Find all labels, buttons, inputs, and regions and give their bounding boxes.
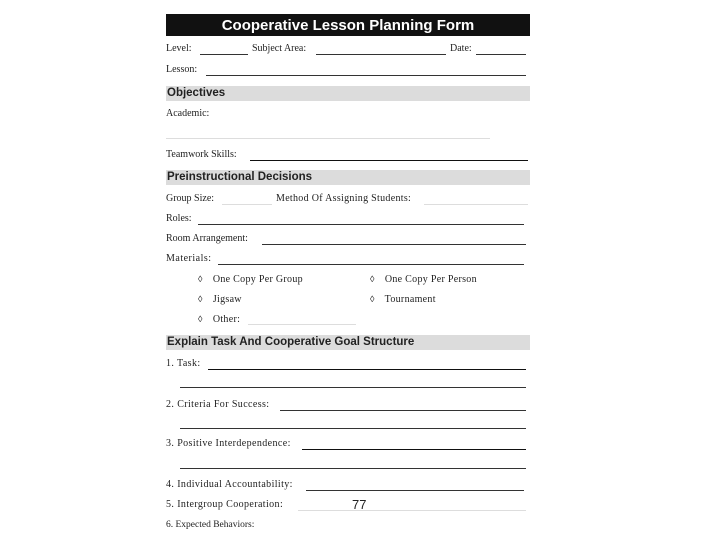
academic-field[interactable]: [166, 138, 490, 139]
roles-label: Roles:: [166, 213, 192, 224]
option-tournament[interactable]: [370, 292, 436, 307]
criteria-field[interactable]: [280, 410, 526, 411]
group-size-label: Group Size:: [166, 193, 215, 204]
explain-section-header: [166, 335, 530, 350]
group-size-row: [166, 192, 530, 206]
form-title: Cooperative Lesson Planning Form: [166, 14, 530, 36]
diamond-bullet-icon: ◊: [198, 274, 203, 284]
materials-row: [166, 252, 530, 266]
lesson-field[interactable]: [206, 75, 526, 76]
option-other[interactable]: [198, 312, 240, 327]
roles-row: [166, 212, 530, 226]
diamond-bullet-icon: ◊: [198, 294, 203, 304]
preinstructional-section-header: [166, 170, 530, 185]
criteria-field-2[interactable]: [180, 428, 526, 429]
interdependence-field[interactable]: [302, 449, 526, 450]
intergroup-label: 5. Intergroup Cooperation:: [166, 499, 284, 510]
date-field[interactable]: [476, 54, 526, 55]
materials-field[interactable]: [218, 264, 524, 265]
level-field[interactable]: [200, 54, 248, 55]
task-row: [166, 357, 530, 371]
option-label: Other:: [212, 314, 241, 325]
interdependence-label: 3. Positive Interdependence:: [166, 438, 291, 449]
task-field[interactable]: [208, 369, 526, 370]
explain-heading: Explain Task And Cooperative Goal Structure: [167, 336, 415, 348]
subject-area-field[interactable]: [316, 54, 446, 55]
room-arrangement-field[interactable]: [262, 244, 526, 245]
accountability-label: 4. Individual Accountability:: [166, 479, 293, 490]
subject-area-label: Subject Area:: [252, 43, 307, 54]
option-label: One Copy Per Group: [212, 274, 303, 285]
accountability-field[interactable]: [306, 490, 524, 491]
header-row: [166, 42, 530, 56]
objectives-heading: Objectives: [167, 87, 226, 99]
intergroup-row: [166, 498, 530, 512]
teamwork-skills-field[interactable]: [250, 160, 528, 161]
option-label: One Copy Per Person: [384, 274, 477, 285]
task-label: 1. Task:: [166, 358, 201, 369]
room-arrangement-row: [166, 232, 530, 246]
page-number: 77: [352, 497, 367, 512]
behaviors-label: 6. Expected Behaviors:: [166, 520, 255, 530]
option-other-field[interactable]: [248, 324, 356, 325]
option-jigsaw[interactable]: [198, 292, 242, 307]
objectives-section-header: [166, 86, 530, 101]
lesson-label: Lesson:: [166, 64, 198, 75]
diamond-bullet-icon: ◊: [370, 294, 375, 304]
intergroup-field[interactable]: [298, 510, 526, 511]
academic-row: [166, 107, 530, 121]
option-label: Jigsaw: [212, 294, 242, 305]
materials-label: Materials:: [166, 253, 212, 264]
teamwork-row: [166, 148, 530, 162]
date-label: Date:: [450, 43, 472, 54]
option-label: Tournament: [384, 294, 436, 305]
lesson-row: [166, 63, 530, 77]
method-assigning-field[interactable]: [424, 204, 528, 205]
option-one-copy-per-person[interactable]: [370, 272, 477, 287]
academic-label: Academic:: [166, 108, 210, 119]
roles-field[interactable]: [198, 224, 524, 225]
interdependence-field-2[interactable]: [180, 468, 526, 469]
teamwork-skills-label: Teamwork Skills:: [166, 149, 237, 160]
criteria-label: 2. Criteria For Success:: [166, 399, 270, 410]
accountability-row: [166, 478, 530, 492]
method-assigning-label: Method Of Assigning Students:: [276, 193, 412, 204]
interdependence-row: [166, 437, 530, 451]
behaviors-row: [166, 518, 530, 532]
task-field-2[interactable]: [180, 387, 526, 388]
room-arrangement-label: Room Arrangement:: [166, 233, 248, 244]
preinstructional-heading: Preinstructional Decisions: [167, 171, 313, 183]
criteria-row: [166, 398, 530, 412]
diamond-bullet-icon: ◊: [370, 274, 375, 284]
option-one-copy-per-group[interactable]: [198, 272, 303, 287]
diamond-bullet-icon: ◊: [198, 314, 203, 324]
group-size-field[interactable]: [222, 204, 272, 205]
level-label: Level:: [166, 43, 192, 54]
